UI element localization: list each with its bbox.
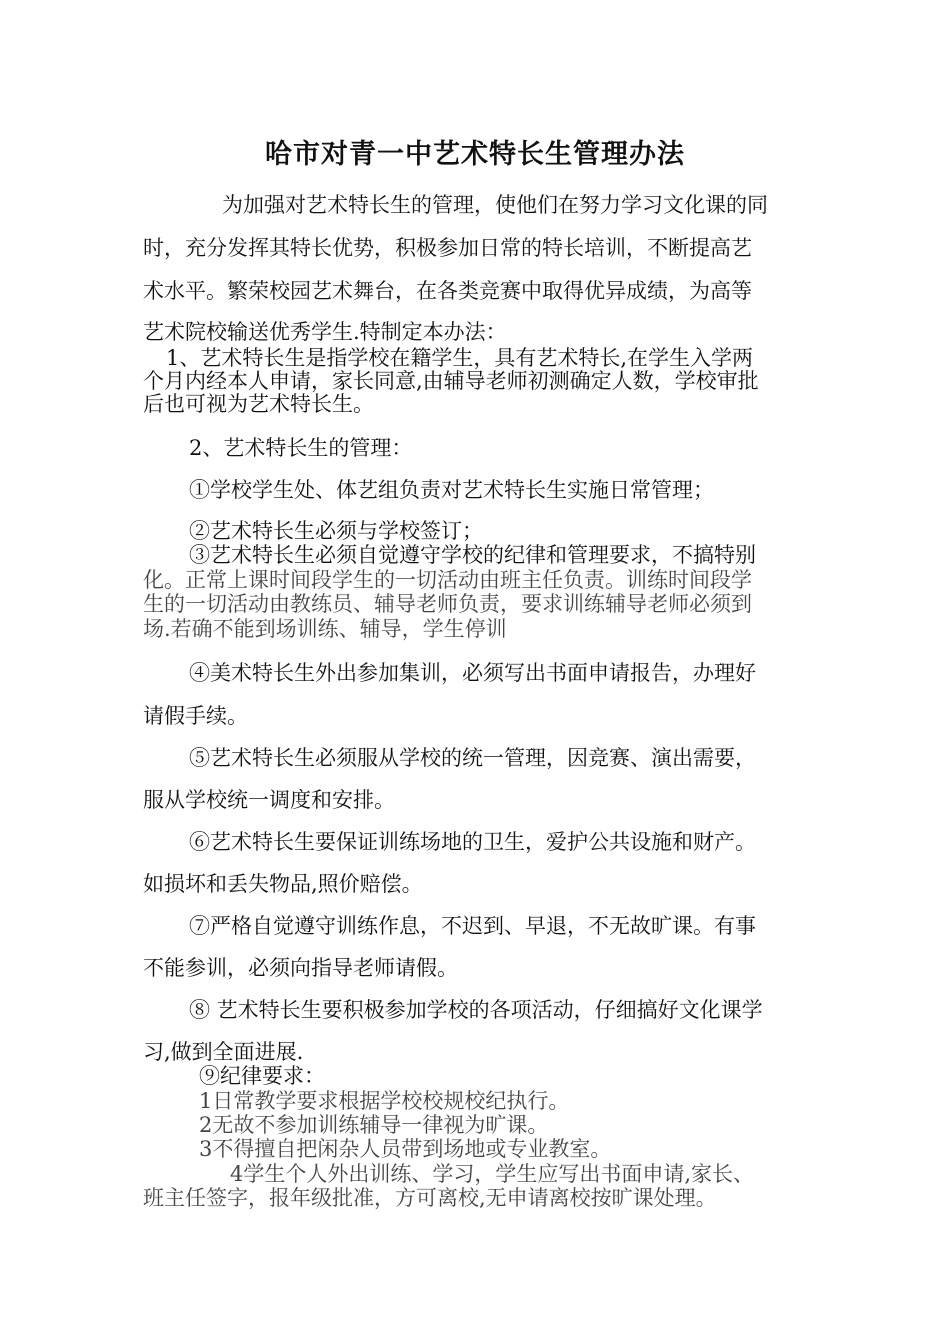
paragraph-line: 为加强对艺术特长生的管理，使他们在努力学习文化课的同 bbox=[222, 193, 768, 217]
paragraph-line: 生的一切活动由教练员、辅导老师负责，要求训练辅导老师必须到 bbox=[143, 592, 752, 616]
paragraph-line: 后也可视为艺术特长生。 bbox=[143, 392, 374, 416]
paragraph-line: 时，充分发挥其特长优势，积极参加日常的特长培训，不断提高艺 bbox=[143, 236, 752, 260]
list-item: ③艺术特长生必须自觉遵守学校的纪律和管理要求，不搞特别 bbox=[189, 543, 756, 567]
paragraph-line: 化。正常上课时间段学生的一切活动由班主任负责。训练时间段学 bbox=[143, 568, 752, 592]
paragraph-line: 服从学校统一调度和安排。 bbox=[143, 788, 395, 812]
list-item: ⑧ 艺术特长生要积极参加学校的各项活动，仔细搞好文化课学 bbox=[189, 998, 763, 1022]
paragraph-line: 2、艺术特长生的管理： bbox=[189, 436, 413, 460]
list-item: ①学校学生处、体艺组负责对艺术特长生实施日常管理； bbox=[189, 478, 714, 502]
rule-item: 3不得擅自把闲杂人员带到场地或专业教室。 bbox=[199, 1137, 612, 1161]
list-item: ⑦严格自觉遵守训练作息，不迟到、早退，不无故旷课。有事 bbox=[189, 914, 756, 938]
paragraph-line: 班主任签字，报年级批准，方可离校,无申请离校按旷课处理。 bbox=[143, 1186, 717, 1210]
paragraph-line: 场.若确不能到场训练、辅导，学生停训 bbox=[143, 617, 507, 641]
paragraph-line: 1、艺术特长生是指学校在籍学生，具有艺术特长,在学生入学两 bbox=[166, 346, 754, 370]
paragraph-line: 请假手续。 bbox=[143, 704, 248, 728]
rule-item: 1日常教学要求根据学校校规校纪执行。 bbox=[199, 1089, 570, 1113]
list-item: ⑥艺术特长生要保证训练场地的卫生，爱护公共设施和财产。 bbox=[189, 830, 756, 854]
list-item: ⑤艺术特长生必须服从学校的统一管理，因竞赛、演出需要， bbox=[189, 746, 756, 770]
paragraph-line: 如损坏和丢失物品,照价赔偿。 bbox=[143, 872, 423, 896]
list-item: ⑨纪律要求： bbox=[199, 1064, 325, 1088]
paragraph-line: 术水平。繁荣校园艺术舞台，在各类竞赛中取得优异成绩，为高等 bbox=[143, 279, 752, 303]
document-title: 哈市对青一中艺术特长生管理办法 bbox=[265, 139, 685, 170]
paragraph-line: 艺术院校输送优秀学生.特制定本办法： bbox=[143, 320, 507, 344]
rule-item: 2无故不参加训练辅导一律视为旷课。 bbox=[199, 1113, 549, 1137]
list-item: ②艺术特长生必须与学校签订； bbox=[189, 519, 483, 543]
rule-item: 4学生个人外出训练、学习，学生应写出书面申请,家长、 bbox=[230, 1162, 755, 1186]
paragraph-line: 个月内经本人申请，家长同意,由辅导老师初测确定人数，学校审批 bbox=[143, 369, 759, 393]
paragraph-line: 习,做到全面进展. bbox=[143, 1040, 304, 1064]
list-item: ④美术特长生外出参加集训，必须写出书面申请报告，办理好 bbox=[189, 661, 756, 685]
paragraph-line: 不能参训，必须向指导老师请假。 bbox=[143, 956, 458, 980]
